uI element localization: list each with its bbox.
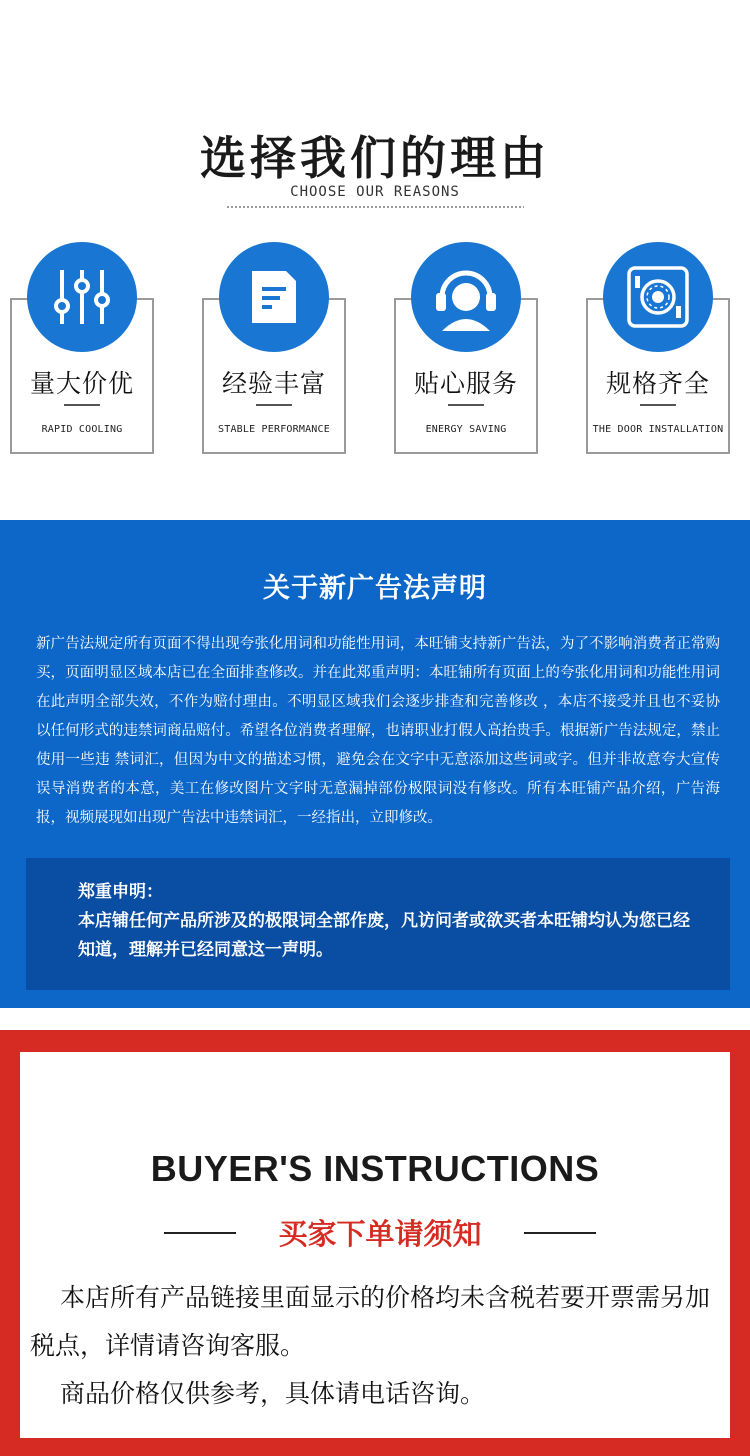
declaration-heading: 郑重申明： [78,882,163,902]
card-underline [448,404,484,406]
ad-law-notice-section [0,520,750,1008]
card-english-label: RAPID COOLING [41,424,123,435]
card-label: 规格齐全 [605,369,710,398]
reason-card-1 [10,242,154,454]
declaration-box [26,858,730,990]
buyer-line-2: 商品价格仅供参考，具体请电话咨询。 [60,1379,486,1408]
sliders-icon [27,242,137,352]
reasons-title: 选择我们的理由 [200,131,550,185]
buyer-instructions-section [0,1030,750,1456]
buyer-title-row [20,1212,730,1252]
card-english-label: STABLE PERFORMANCE [218,424,330,435]
safe-icon [603,242,713,352]
buyer-line-1: 本店所有产品链接里面显示的价格均未含税若要开票需另加税点，详情请咨询客服。 [30,1283,711,1360]
reasons-subtitle: CHOOSE OUR REASONS [290,184,460,200]
reasons-section [0,0,750,520]
card-underline [256,404,292,406]
card-label: 经验丰富 [221,369,326,398]
reason-card-4 [586,242,730,454]
reason-card-3 [394,242,538,454]
dotted-divider [226,205,524,209]
buyer-title-en: BUYER'S INSTRUCTIONS [150,1148,600,1189]
notice-body: 新广告法规定所有页面不得出现夸张化用词和功能性用词，本旺铺支持新广告法，为了不影响消费者正常购买，页面明显区域本店已在全面排查修改。并在此郑重声明：本旺铺所有页面上的夸张化用词和功能性用词在此声明全部失效，不作为赔付理由。不明显区域我们会逐步排查和完善修改 ，本店不接受并且也不妥协以任何形式的违禁词商品赔付。希望各位消费者理解，也请职业打假人高抬贵手。根据新广告法规定，禁止使用一些违 禁词汇，但因为中文的描述习惯，避免会在文字中无意添加这些词或字。但并非故意夸大宣传误导消费者的本意，美工在修改图片文字时无意漏掉部份极限词没有修改。所有本旺铺产品介绍，广告海报，视频展现如出现广告法中违禁词汇，一经指出，立即修改。 [36,636,720,826]
document-icon [219,242,329,352]
card-label: 量大价优 [29,369,134,398]
card-label: 贴心服务 [413,369,518,398]
buyer-panel [20,1052,730,1438]
reason-card-2 [202,242,346,454]
card-english-label: ENERGY SAVING [425,424,507,435]
title-rule-right [524,1232,596,1234]
card-english-label: THE DOOR INSTALLATION [592,424,724,435]
customer-service-icon [411,242,521,352]
buyer-text [30,1274,730,1418]
declaration-text: 本店铺任何产品所涉及的极限词全部作废，凡访问者或欲买者本旺铺均认为您已经知道，理解并已经同意这一声明。 [78,911,690,960]
notice-title: 关于新广告法声明 [263,573,487,604]
title-rule-left [164,1232,236,1234]
buyer-title-cn: 买家下单请须知 [278,1217,482,1251]
card-underline [640,404,676,406]
card-underline [64,404,100,406]
